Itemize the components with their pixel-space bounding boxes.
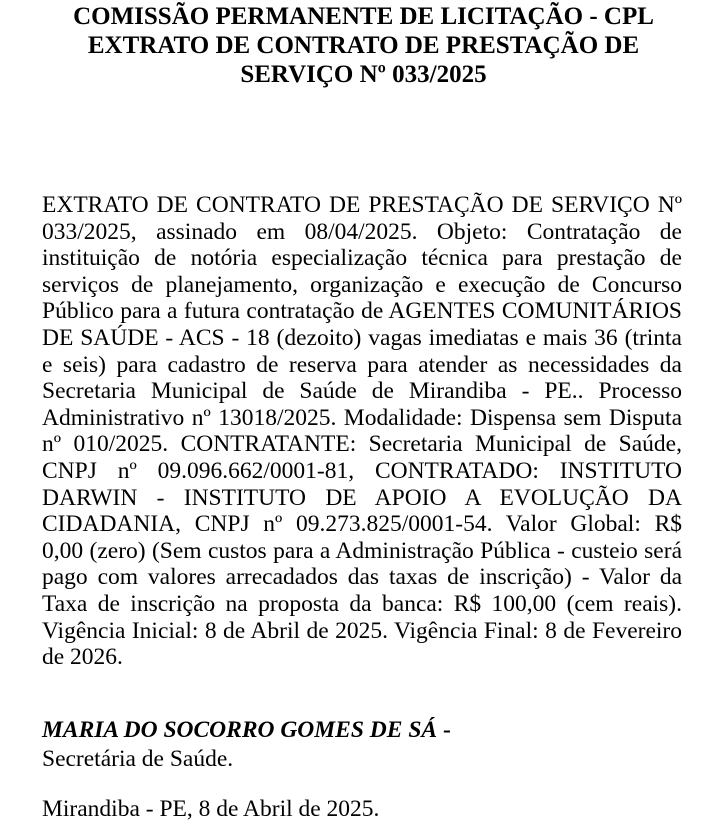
header-commission-title: COMISSÃO PERMANENTE DE LICITAÇÃO - CPL — [73, 3, 654, 30]
signer-name: MARIA DO SOCORRO GOMES DE SÁ — [42, 717, 438, 743]
signer-separator: - — [437, 717, 451, 743]
signature-block — [42, 716, 451, 774]
document-header — [0, 2, 727, 89]
signer-role: Secretária de Saúde. — [42, 746, 234, 772]
header-contract-number: SERVIÇO Nº 033/2025 — [240, 61, 487, 88]
header-document-title: EXTRATO DE CONTRATO DE PRESTAÇÃO DE — [87, 32, 640, 59]
place-date: Mirandiba - PE, 8 de Abril de 2025. — [42, 796, 380, 822]
contract-extract-body: EXTRATO DE CONTRATO DE PRESTAÇÃO DE SERVIÇO Nº 033/2025, assinado em 08/04/2025. Objeto: Contratação de instituição de notória especialização técnica para prestação de serviços de planejamento, organização e execução de Concurso Público para a futura contratação de AGENTES COMUNITÁRIOS DE SAÚDE - ACS - 18 (dezoito) vagas imediatas e mais 36 (trinta e seis) para cadastro de reserva para atender as necessidades da Secretaria Municipal de Saúde de Mirandiba - PE.. Processo Administrativo nº 13018/2025. Modalidade: Dispensa sem Disputa nº 010/2025. CONTRATANTE: Secretaria Municipal de Saúde, CNPJ nº 09.096.662/0001-81, CONTRATADO: INSTITUTO DARWIN - INSTITUTO DE APOIO A EVOLUÇÃO DA CIDADANIA, CNPJ nº 09.273.825/0001-54. Valor Global: R$ 0,00 (zero) (Sem custos para a Administração Pública - custeio será pago com valores arrecadados das taxas de inscrição) - Valor da Taxa de inscrição na proposta da banca: R$ 100,00 (cem reais). Vigência Inicial: 8 de Abril de 2025. Vigência Final: 8 de Fevereiro de 2026. — [42, 192, 682, 671]
